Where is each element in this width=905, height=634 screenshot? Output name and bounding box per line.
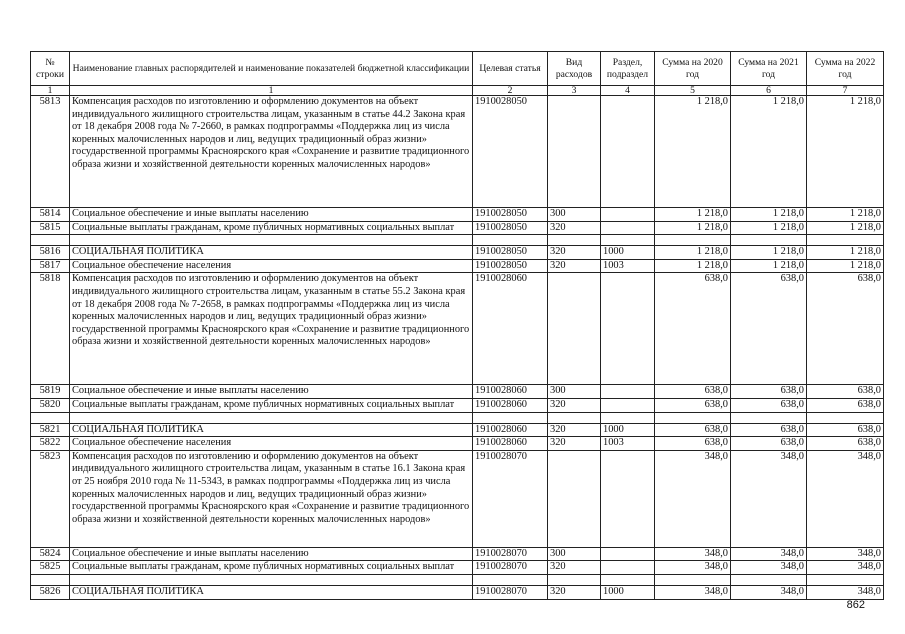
row-sum-2022: 1 218,0 [807,96,884,208]
row-number: 5815 [31,221,70,235]
row-sum-2020: 638,0 [655,398,731,412]
header-section: Раздел, подраздел [601,52,655,86]
row-expense-type [548,96,601,208]
spacer-cell [31,412,70,423]
row-target-article: 1910028070 [473,585,548,599]
row-name: Социальное обеспечение и иные выплаты населению [70,547,473,561]
row-number: 5823 [31,450,70,547]
row-number: 5817 [31,259,70,273]
budget-table [30,51,884,600]
spacer-cell [655,412,731,423]
table-row [31,398,884,412]
header-row-number: № строки [31,52,70,86]
column-index: 6 [731,86,807,96]
row-spacer [31,235,884,246]
spacer-cell [807,412,884,423]
row-sum-2020: 348,0 [655,585,731,599]
row-name: Компенсация расходов по изготовлению и оформлению документов на объект индивидуального жилищного строительства лицам, указанным в статье 16.1 Закона края от 25 ноября 2010 года № 11-5343, в рамках подпрограммы «Поддержка лиц из числа коренных малочисленных народов и лиц, ведущих традиционный образ жизни» государственной программы Красноярского края «Сохранение и развитие традиционного образа жизни и хозяйственной деятельности коренных малочисленных народов» [70,450,473,547]
spacer-cell [731,574,807,585]
row-sum-2021: 638,0 [731,437,807,451]
table-row [31,547,884,561]
row-name: СОЦИАЛЬНАЯ ПОЛИТИКА [70,246,473,260]
row-sum-2020: 348,0 [655,547,731,561]
row-section [601,547,655,561]
row-section: 1000 [601,585,655,599]
row-expense-type: 320 [548,398,601,412]
row-target-article: 1910028060 [473,437,548,451]
row-sum-2021: 1 218,0 [731,246,807,260]
row-section [601,221,655,235]
row-spacer [31,412,884,423]
row-expense-type: 320 [548,585,601,599]
row-section: 1000 [601,246,655,260]
spacer-cell [731,412,807,423]
row-section [601,96,655,208]
row-target-article: 1910028060 [473,398,548,412]
row-number: 5819 [31,385,70,399]
column-index: 1 [31,86,70,96]
row-section [601,561,655,575]
row-sum-2020: 348,0 [655,450,731,547]
row-target-article: 1910028050 [473,221,548,235]
spacer-cell [655,574,731,585]
column-index-row [31,86,884,96]
spacer-cell [70,412,473,423]
row-sum-2021: 638,0 [731,273,807,385]
row-expense-type: 320 [548,221,601,235]
spacer-cell [655,235,731,246]
table-header-row [31,52,884,86]
spacer-cell [601,235,655,246]
table-row [31,273,884,385]
table-row [31,208,884,222]
header-name: Наименование главных распорядителей и наименование показателей бюджетной классификации [70,52,473,86]
row-number: 5813 [31,96,70,208]
row-name: Социальное обеспечение населения [70,259,473,273]
row-target-article: 1910028050 [473,246,548,260]
row-expense-type: 320 [548,259,601,273]
row-name: Социальное обеспечение и иные выплаты населению [70,208,473,222]
header-sum-2020: Сумма на 2020 год [655,52,731,86]
row-target-article: 1910028060 [473,385,548,399]
row-sum-2022: 638,0 [807,273,884,385]
spacer-cell [70,235,473,246]
row-target-article: 1910028050 [473,208,548,222]
row-section [601,208,655,222]
column-index: 3 [548,86,601,96]
table-row [31,423,884,437]
row-name: Социальные выплаты гражданам, кроме публичных нормативных социальных выплат [70,561,473,575]
spacer-cell [548,235,601,246]
row-expense-type: 300 [548,208,601,222]
header-expense-type: Вид расходов [548,52,601,86]
row-sum-2022: 348,0 [807,547,884,561]
row-sum-2020: 638,0 [655,423,731,437]
row-sum-2020: 1 218,0 [655,221,731,235]
row-sum-2022: 1 218,0 [807,221,884,235]
row-sum-2021: 348,0 [731,547,807,561]
row-expense-type: 300 [548,385,601,399]
row-sum-2021: 638,0 [731,385,807,399]
spacer-cell [807,574,884,585]
row-section [601,385,655,399]
header-target-article: Целевая статья [473,52,548,86]
row-expense-type: 320 [548,246,601,260]
table-row [31,246,884,260]
spacer-cell [31,235,70,246]
table-row [31,96,884,208]
row-sum-2022: 638,0 [807,398,884,412]
row-expense-type [548,273,601,385]
row-target-article: 1910028070 [473,450,548,547]
row-target-article: 1910028070 [473,561,548,575]
row-sum-2020: 1 218,0 [655,208,731,222]
spacer-cell [548,412,601,423]
spacer-cell [731,235,807,246]
row-name: СОЦИАЛЬНАЯ ПОЛИТИКА [70,585,473,599]
table-row [31,259,884,273]
table-row [31,221,884,235]
row-target-article: 1910028050 [473,96,548,208]
row-name: Социальные выплаты гражданам, кроме публичных нормативных социальных выплат [70,398,473,412]
row-name: Социальные выплаты гражданам, кроме публичных нормативных социальных выплат [70,221,473,235]
row-expense-type: 320 [548,437,601,451]
row-sum-2021: 348,0 [731,450,807,547]
row-sum-2021: 348,0 [731,561,807,575]
page-number: 862 [846,599,865,611]
row-sum-2020: 638,0 [655,273,731,385]
spacer-cell [473,235,548,246]
row-number: 5824 [31,547,70,561]
row-sum-2020: 1 218,0 [655,96,731,208]
row-sum-2021: 638,0 [731,423,807,437]
row-expense-type [548,450,601,547]
row-target-article: 1910028050 [473,259,548,273]
table-row [31,450,884,547]
row-sum-2022: 638,0 [807,423,884,437]
row-name: Компенсация расходов по изготовлению и оформлению документов на объект индивидуального жилищного строительства лицам, указанным в статье 44.2 Закона края от 18 декабря 2008 года № 7-2660, в рамках подпрограммы «Поддержка лиц из числа коренных малочисленных народов и лиц, ведущих традиционный образ жизни» государственной программы Красноярского края «Сохранение и развитие традиционного образа жизни и хозяйственной деятельности коренных малочисленных народов» [70,96,473,208]
spacer-cell [601,412,655,423]
row-sum-2020: 1 218,0 [655,246,731,260]
spacer-cell [601,574,655,585]
row-sum-2022: 348,0 [807,450,884,547]
row-expense-type: 300 [548,547,601,561]
table-row [31,437,884,451]
row-number: 5816 [31,246,70,260]
row-sum-2022: 1 218,0 [807,208,884,222]
column-index: 5 [655,86,731,96]
row-sum-2022: 348,0 [807,585,884,599]
table-row [31,585,884,599]
row-number: 5822 [31,437,70,451]
row-section [601,273,655,385]
row-sum-2020: 638,0 [655,385,731,399]
row-number: 5826 [31,585,70,599]
row-section: 1003 [601,437,655,451]
row-sum-2021: 1 218,0 [731,96,807,208]
row-expense-type: 320 [548,561,601,575]
column-index: 1 [70,86,473,96]
row-target-article: 1910028060 [473,273,548,385]
spacer-cell [473,574,548,585]
row-name: СОЦИАЛЬНАЯ ПОЛИТИКА [70,423,473,437]
row-sum-2021: 1 218,0 [731,221,807,235]
row-section: 1003 [601,259,655,273]
row-number: 5825 [31,561,70,575]
row-number: 5820 [31,398,70,412]
row-target-article: 1910028070 [473,547,548,561]
row-sum-2022: 348,0 [807,561,884,575]
table-row [31,561,884,575]
row-sum-2022: 638,0 [807,385,884,399]
column-index: 7 [807,86,884,96]
column-index: 2 [473,86,548,96]
row-number: 5818 [31,273,70,385]
row-section [601,450,655,547]
row-target-article: 1910028060 [473,423,548,437]
row-sum-2021: 1 218,0 [731,259,807,273]
row-sum-2022: 638,0 [807,437,884,451]
spacer-cell [70,574,473,585]
header-sum-2022: Сумма на 2022 год [807,52,884,86]
row-sum-2020: 1 218,0 [655,259,731,273]
spacer-cell [807,235,884,246]
row-section: 1000 [601,423,655,437]
row-number: 5814 [31,208,70,222]
row-name: Социальное обеспечение населения [70,437,473,451]
row-sum-2022: 1 218,0 [807,246,884,260]
row-name: Компенсация расходов по изготовлению и оформлению документов на объект индивидуального жилищного строительства лицам, указанным в статье 55.2 Закона края от 18 декабря 2008 года № 7-2658, в рамках подпрограммы «Поддержка лиц из числа коренных малочисленных народов и лиц, ведущих традиционный образ жизни» государственной программы Красноярского края «Сохранение и развитие традиционного образа жизни и хозяйственной деятельности коренных малочисленных народов» [70,273,473,385]
spacer-cell [548,574,601,585]
row-number: 5821 [31,423,70,437]
table-row [31,385,884,399]
row-name: Социальное обеспечение и иные выплаты населению [70,385,473,399]
row-expense-type: 320 [548,423,601,437]
header-sum-2021: Сумма на 2021 год [731,52,807,86]
row-sum-2021: 638,0 [731,398,807,412]
column-index: 4 [601,86,655,96]
spacer-cell [31,574,70,585]
row-sum-2021: 348,0 [731,585,807,599]
row-sum-2022: 1 218,0 [807,259,884,273]
spacer-cell [473,412,548,423]
row-spacer [31,574,884,585]
row-sum-2020: 638,0 [655,437,731,451]
row-section [601,398,655,412]
row-sum-2020: 348,0 [655,561,731,575]
row-sum-2021: 1 218,0 [731,208,807,222]
